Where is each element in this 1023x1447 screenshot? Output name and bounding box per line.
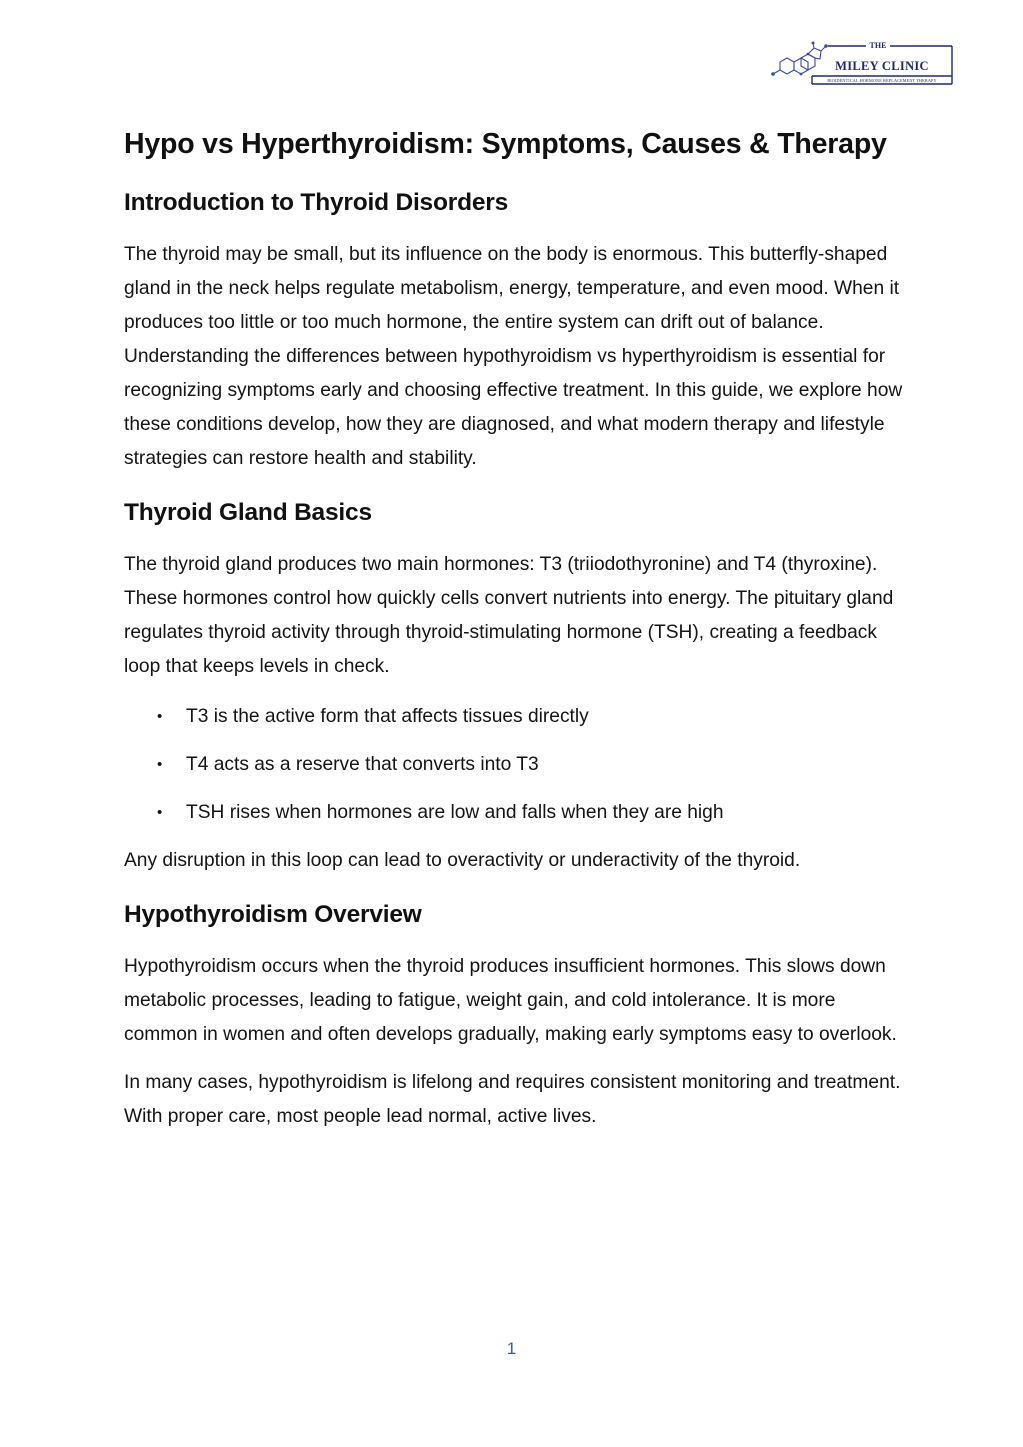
intro-paragraph: The thyroid may be small, but its influence on the body is enormous. This butterfly-shaped gland in the neck helps regulate metabolism, energy, temperature, and even mood. When it produces too little or too much hormone, the entire system can drift out of balance. Understanding the differences between hypothyroidism vs hyperthyroidism is essential for recognizing symptoms early and choosing effective treatment. In this guide, we explore how these conditions develop, how they are diagnosed, and what modern therapy and lifestyle strategies can restore health and stability. — [124, 244, 903, 469]
list-item-text: T4 acts as a reserve that converts into T3 — [186, 754, 539, 775]
logo-tagline: BIOIDENTICAL HORMONE REPLACEMENT THERAPY — [827, 78, 937, 83]
thyroid-basics-paragraph: The thyroid gland produces two main hormones: T3 (triiodothyronine) and T4 (thyroxine). These hormones control how quickly cells convert nutrients into energy. The pituitary gland regulates thyroid activity through thyroid-stimulating hormone (TSH), creating a feedback loop that keeps levels in check. — [124, 554, 894, 677]
bullet-icon: • — [157, 708, 163, 725]
thyroid-hormone-list — [124, 700, 904, 830]
list-item — [124, 796, 904, 830]
list-item-text: T3 is the active form that affects tissues directly — [186, 706, 589, 727]
list-item-text: TSH rises when hormones are low and falls when they are high — [186, 802, 724, 823]
section-heading-introduction: Introduction to Thyroid Disorders — [124, 189, 509, 216]
logo-the-text: THE — [869, 41, 887, 50]
section-heading-hypothyroidism: Hypothyroidism Overview — [124, 901, 422, 928]
document-body — [124, 124, 904, 1134]
hypothyroidism-paragraph-2: In many cases, hypothyroidism is lifelong and requires consistent monitoring and treatment. With proper care, most people lead normal, active lives. — [124, 1072, 901, 1127]
document-title: Hypo vs Hyperthyroidism: Symptoms, Causes & Therapy — [124, 128, 887, 160]
page-number: 1 — [506, 1339, 517, 1358]
list-item — [124, 700, 904, 734]
bullet-icon: • — [157, 756, 163, 773]
list-item — [124, 748, 904, 782]
section-heading-thyroid-basics: Thyroid Gland Basics — [124, 499, 372, 526]
thyroid-basics-closing: Any disruption in this loop can lead to overactivity or underactivity of the thyroid. — [124, 850, 801, 871]
bullet-icon: • — [157, 804, 163, 821]
logo-clinic-name: MILEY CLINIC — [835, 59, 929, 73]
hypothyroidism-paragraph-1: Hypothyroidism occurs when the thyroid produces insufficient hormones. This slows down metabolic processes, leading to fatigue, weight gain, and cold intolerance. It is more common in women and often develops gradually, making early symptoms easy to overlook. — [124, 956, 897, 1045]
